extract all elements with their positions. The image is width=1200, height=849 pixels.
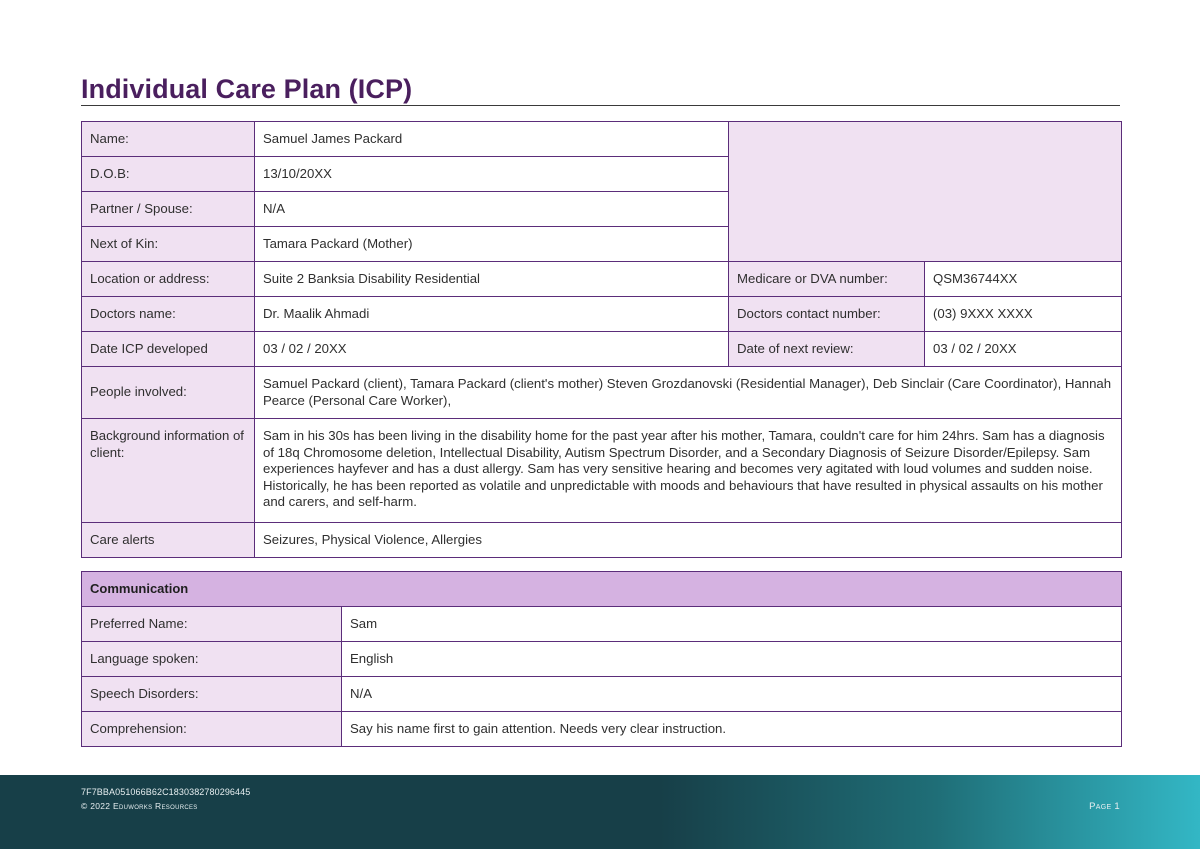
preferred-name-value: Sam <box>342 607 1122 642</box>
icp-date-label: Date ICP developed <box>82 332 255 367</box>
language-label: Language spoken: <box>82 642 342 677</box>
doctor-label: Doctors name: <box>82 297 255 332</box>
photo-placeholder <box>729 122 1122 262</box>
table-row <box>82 607 1122 642</box>
location-value: Suite 2 Banksia Disability Residential <box>255 262 729 297</box>
background-label: Background information of client: <box>82 419 255 523</box>
communication-heading: Communication <box>82 572 1122 607</box>
doctor-contact-label: Doctors contact number: <box>729 297 925 332</box>
table-row <box>82 523 1122 558</box>
review-label: Date of next review: <box>729 332 925 367</box>
client-details-table <box>81 121 1122 558</box>
location-label: Location or address: <box>82 262 255 297</box>
table-row <box>82 677 1122 712</box>
comprehension-value: Say his name first to gain attention. Needs very clear instruction. <box>342 712 1122 747</box>
table-row <box>82 572 1122 607</box>
doctor-value: Dr. Maalik Ahmadi <box>255 297 729 332</box>
name-value: Samuel James Packard <box>255 122 729 157</box>
dob-value: 13/10/20XX <box>255 157 729 192</box>
kin-label: Next of Kin: <box>82 227 255 262</box>
partner-label: Partner / Spouse: <box>82 192 255 227</box>
name-label: Name: <box>82 122 255 157</box>
background-value: Sam in his 30s has been living in the disability home for the past year after his mother, Tamara, couldn't care for him 24hrs. Sam has a diagnosis of 18q Chromosome deletion, Intellectual Disability, Autism Spectrum Disorder, and a Secondary Diagnosis of Seizure Disorder/Epilepsy. Sam experiences hayfever and has a dust allergy. Sam has very sensitive hearing and becomes very agitated with loud volumes and sudden noise. Historically, he has been reported as volatile and unpredictable with moods and behaviours that have resulted in physical assaults on his mother and carers, and self-harm. <box>255 419 1122 523</box>
preferred-name-label: Preferred Name: <box>82 607 342 642</box>
table-row <box>82 367 1122 419</box>
copyright: © 2022 Eduworks Resources <box>81 801 198 811</box>
table-row <box>82 642 1122 677</box>
page-number: Page 1 <box>1089 801 1120 812</box>
alerts-value: Seizures, Physical Violence, Allergies <box>255 523 1122 558</box>
medicare-label: Medicare or DVA number: <box>729 262 925 297</box>
partner-value: N/A <box>255 192 729 227</box>
people-label: People involved: <box>82 367 255 419</box>
table-row <box>82 122 1122 157</box>
title-divider <box>81 105 1120 106</box>
icp-date-value: 03 / 02 / 20XX <box>255 332 729 367</box>
people-value: Samuel Packard (client), Tamara Packard (client's mother) Steven Grozdanovski (Residential Manager), Deb Sinclair (Care Coordinator), Hannah Pearce (Personal Care Worker), <box>255 367 1122 419</box>
table-row <box>82 419 1122 523</box>
table-row <box>82 297 1122 332</box>
alerts-label: Care alerts <box>82 523 255 558</box>
language-value: English <box>342 642 1122 677</box>
table-row <box>82 332 1122 367</box>
kin-value: Tamara Packard (Mother) <box>255 227 729 262</box>
comprehension-label: Comprehension: <box>82 712 342 747</box>
speech-label: Speech Disorders: <box>82 677 342 712</box>
medicare-value: QSM36744XX <box>925 262 1122 297</box>
doctor-contact-value: (03) 9XXX XXXX <box>925 297 1122 332</box>
table-row <box>82 262 1122 297</box>
dob-label: D.O.B: <box>82 157 255 192</box>
document-id: 7F7BBA051066B62C1830382780296445 <box>81 787 251 797</box>
footer-bar <box>0 775 1200 849</box>
review-value: 03 / 02 / 20XX <box>925 332 1122 367</box>
page-title: Individual Care Plan (ICP) <box>81 74 413 104</box>
communication-table <box>81 571 1122 747</box>
table-row <box>82 712 1122 747</box>
speech-value: N/A <box>342 677 1122 712</box>
